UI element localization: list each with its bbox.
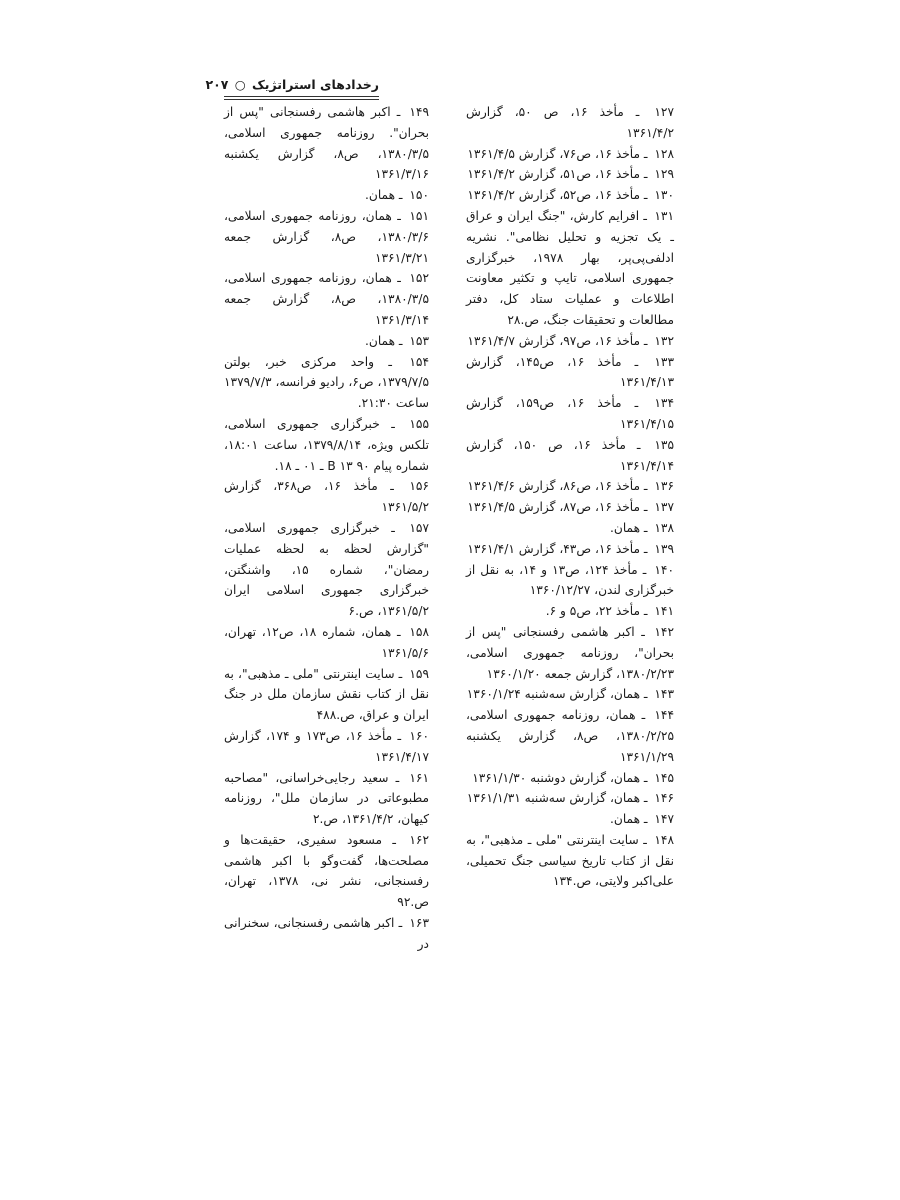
footnote-text: ـ همان، گزارش سه‌شنبه ۱۳۶۰/۱/۲۴ <box>466 687 648 702</box>
footnote-text: ـ اکبر هاشمی رفسنجانی، سخنرانی در <box>224 916 429 951</box>
footnote-text: ـ مأخذ ۱۶، ص ۱۵۰، گزارش ۱۳۶۱/۴/۱۴ <box>466 437 674 473</box>
footnote-number: ۱۵۹ <box>409 666 429 681</box>
footnote-number: ۱۳۰ <box>654 188 674 203</box>
running-header <box>205 74 379 96</box>
footnote-item <box>466 705 674 767</box>
footnote-text: ـ همان، گزارش دوشنبه ۱۳۶۱/۱/۳۰ <box>472 770 648 785</box>
footnote-number: ۱۳۳ <box>654 354 675 369</box>
footnote-item <box>224 185 429 206</box>
footnote-item <box>466 601 674 622</box>
footnote-item <box>466 206 674 331</box>
footnote-number: ۱۶۳ <box>409 916 429 931</box>
footnote-number: ۱۵۱ <box>409 208 429 223</box>
footnote-text: ـ خبرگزاری جمهوری اسلامی، تلکس ویژه، ۱۳۷۹/۸/۱۴، ساعت ۱۸:۰۱، شماره پیام B ۱۳ ۹۰ ـ ۰۱ ـ ۱۸. <box>224 416 429 473</box>
footnote-item <box>466 497 674 518</box>
footnote-number: ۱۲۹ <box>654 167 674 182</box>
footnote-text: ـ همان، روزنامه جمهوری اسلامی، ۱۳۸۰/۳/۶، ص۸، گزارش جمعه ۱۳۶۱/۳/۲۱ <box>224 208 429 265</box>
separator-circle-icon: ○ <box>234 77 246 92</box>
footnote-item <box>466 476 674 497</box>
footnote-item <box>224 768 429 830</box>
footnote-text: ـ سایت اینترنتی "ملی ـ مذهبی"، به نقل از کتاب نقش سازمان ملل در جنگ ایران و عراق، ص.۴۸۸ <box>224 666 429 723</box>
footnote-number: ۱۵۶ <box>409 479 430 494</box>
footnote-number: ۱۵۷ <box>409 520 430 535</box>
footnote-number: ۱۵۰ <box>409 188 429 203</box>
footnote-number: ۱۳۱ <box>654 208 674 223</box>
footnote-text: ـ مأخذ ۱۶، ص۷۶، گزارش ۱۳۶۱/۴/۵ <box>467 146 648 161</box>
footnote-text: ـ همان. <box>365 333 403 348</box>
footnote-item <box>466 393 674 435</box>
footnote-number: ۱۳۷ <box>654 500 674 515</box>
footnote-text: ـ مأخذ ۱۶، ص۱۵۹، گزارش ۱۳۶۱/۴/۱۵ <box>466 396 674 431</box>
footnote-number: ۱۴۲ <box>654 624 674 639</box>
footnote-item <box>224 352 429 414</box>
footnote-number: ۱۴۹ <box>409 105 429 119</box>
footnote-text: ـ مأخذ ۱۶، ص۵۱، گزارش ۱۳۶۱/۴/۲ <box>467 167 648 182</box>
footnote-text: ـ مأخذ ۲۲، ص۵ و ۶. <box>545 604 648 619</box>
footnote-item <box>466 331 674 352</box>
footnote-text: ـ واحد مرکزی خبر، بولتن ۱۳۷۹/۷/۵، ص۶، رادیو فرانسه، ۱۳۷۹/۷/۳ ساعت ۲۱:۳۰. <box>224 354 429 411</box>
footnote-item <box>224 622 429 664</box>
footnote-text: ـ همان، روزنامه جمهوری اسلامی، ۱۳۸۰/۳/۵، ص۸، گزارش جمعه ۱۳۶۱/۳/۱۴ <box>224 271 429 327</box>
footnote-item <box>224 476 429 518</box>
footnote-item <box>466 684 674 705</box>
footnote-number: ۱۴۴ <box>654 708 675 723</box>
footnote-item <box>224 726 429 768</box>
footnote-item <box>224 664 429 726</box>
footnote-item <box>224 414 429 476</box>
footnote-number: ۱۳۵ <box>654 437 674 452</box>
footnote-number: ۱۳۲ <box>654 333 674 348</box>
footnote-item <box>466 622 674 684</box>
footnote-text: ـ مأخذ ۱۶، ص۱۴۵، گزارش ۱۳۶۱/۴/۱۳ <box>466 354 674 390</box>
footnote-item <box>224 206 429 268</box>
footnote-text: ـ مأخذ ۱۶، ص۹۷، گزارش ۱۳۶۱/۴/۷ <box>467 333 648 348</box>
footnote-item <box>224 268 429 330</box>
footnote-number: ۱۲۷ <box>654 105 675 119</box>
header-rule-thin <box>224 99 379 100</box>
footnote-number: ۱۵۴ <box>409 354 429 369</box>
running-title: رخدادهای استراتژیک <box>252 77 379 92</box>
footnote-text: ـ افرایم کارش، "جنگ ایران و عراق ـ یک تجزیه و تحلیل نظامی". نشریه ادلفی‌پی‌پر، بهار ۱۹۷۸، خبرگزاری جمهوری اسلامی، تایپ و تکثیر معاونت اطلاعات و عملیات ستاد کل، دفتر مطالعات و تحقیقات جنگ، ص.۲۸ <box>466 208 674 327</box>
footnote-number: ۱۳۶ <box>654 479 674 494</box>
footnote-item <box>224 331 429 352</box>
footnote-number: ۱۵۸ <box>409 624 429 639</box>
footnote-number: ۱۶۱ <box>409 770 429 785</box>
footnote-text: ـ همان، روزنامه جمهوری اسلامی، ۱۳۸۰/۲/۲۵، ص۸، گزارش یکشنبه ۱۳۶۱/۱/۲۹ <box>466 708 674 764</box>
footnote-text: ـ خبرگزاری جمهوری اسلامی، "گزارش لحظه به لحظه عملیات رمضان"، شماره ۱۵، واشنگتن، خبرگزاری جمهوری اسلامی ایران ۱۳۶۱/۵/۲، ص.۶ <box>224 520 429 619</box>
footnote-item <box>466 164 674 185</box>
footnote-item <box>224 518 429 622</box>
footnote-text: ـ همان، گزارش سه‌شنبه ۱۳۶۱/۱/۳۱ <box>466 791 648 806</box>
footnote-number: ۱۵۳ <box>409 333 429 348</box>
footnote-text: ـ مأخذ ۱۶، ص ۵۰، گزارش ۱۳۶۱/۴/۲ <box>466 105 674 140</box>
footnote-text: ـ مأخذ ۱۶، ص۱۷۳ و ۱۷۴، گزارش ۱۳۶۱/۴/۱۷ <box>224 728 429 764</box>
footnote-text: ـ همان، شماره ۱۸، ص۱۲، تهران، ۱۳۶۱/۵/۶ <box>224 624 429 660</box>
footnote-text: ـ مأخذ ۱۶، ص۳۶۸، گزارش ۱۳۶۱/۵/۲ <box>224 479 429 515</box>
footnote-column-right <box>466 102 674 892</box>
footnote-item <box>466 518 674 539</box>
footnote-item <box>466 768 674 789</box>
footnote-number: ۱۶۰ <box>409 728 430 743</box>
footnote-item <box>466 352 674 394</box>
footnote-item <box>466 185 674 206</box>
footnote-text: ـ مسعود سفیری، حقیقت‌ها و مصلحت‌ها، گفت‌وگو با اکبر هاشمی رفسنجانی، نشر نی، ۱۳۷۸، تهران، ص.۹۲ <box>224 832 430 910</box>
footnote-text: ـ اکبر هاشمی رفسنجانی "پس از بحران". روزنامه جمهوری اسلامی، ۱۳۸۰/۳/۵، ص۸، گزارش یکشنبه ۱۳۶۱/۳/۱۶ <box>224 105 430 182</box>
footnote-number: ۱۵۲ <box>409 271 429 286</box>
footnote-number: ۱۴۷ <box>654 812 674 827</box>
footnote-item <box>224 102 429 185</box>
footnote-number: ۱۴۳ <box>654 687 674 702</box>
footnote-text: ـ مأخذ ۱۶، ص۵۲، گزارش ۱۳۶۱/۴/۲ <box>467 188 648 203</box>
footnote-item <box>466 435 674 477</box>
footnote-item <box>224 830 429 913</box>
footnote-item <box>466 144 674 165</box>
footnote-item <box>466 788 674 809</box>
footnote-text: ـ همان. <box>610 812 648 827</box>
footnote-number: ۱۵۵ <box>409 416 430 431</box>
footnote-number: ۱۳۹ <box>654 541 674 556</box>
footnote-item <box>466 539 674 560</box>
footnote-number: ۱۴۵ <box>654 770 674 785</box>
footnote-number: ۱۴۱ <box>654 604 674 619</box>
footnote-item <box>224 913 429 955</box>
header-rule <box>224 96 379 97</box>
footnote-number: ۱۳۴ <box>654 396 675 411</box>
footnote-number: ۱۴۰ <box>654 562 674 577</box>
footnote-column-left <box>224 102 429 955</box>
footnote-text: ـ مأخذ ۱۲۴، ص۱۳ و ۱۴، به نقل از خبرگزاری لندن، ۱۳۶۰/۱۲/۲۷ <box>466 562 674 598</box>
footnote-number: ۱۶۲ <box>409 832 430 847</box>
footnote-number: ۱۲۸ <box>654 146 674 161</box>
footnote-number: ۱۳۸ <box>654 520 674 535</box>
footnote-text: ـ همان. <box>610 520 648 535</box>
footnote-item <box>466 809 674 830</box>
page-number: ۲۰۷ <box>205 77 229 92</box>
footnote-item <box>466 102 674 144</box>
footnote-text: ـ مأخذ ۱۶، ص۸۶، گزارش ۱۳۶۱/۴/۶ <box>467 479 648 494</box>
footnote-text: ـ مأخذ ۱۶، ص۴۳، گزارش ۱۳۶۱/۴/۱ <box>467 541 648 556</box>
footnote-text: ـ سعید رجایی‌خراسانی، "مصاحبه مطبوعاتی در سازمان ملل"، روزنامه کیهان، ۱۳۶۱/۴/۲، ص.۲ <box>224 770 429 827</box>
footnote-number: ۱۴۶ <box>654 791 674 806</box>
footnote-number: ۱۴۸ <box>654 832 674 847</box>
footnote-text: ـ همان. <box>365 188 403 203</box>
footnote-item <box>466 560 674 602</box>
footnote-text: ـ سایت اینترنتی "ملی ـ مذهبی"، به نقل از کتاب تاریخ سیاسی جنگ تحمیلی، علی‌اکبر ولایتی، ص.۱۳۴ <box>466 832 674 889</box>
footnote-text: ـ مأخذ ۱۶، ص۸۷، گزارش ۱۳۶۱/۴/۵ <box>467 500 648 515</box>
footnote-item <box>466 830 674 892</box>
footnote-text: ـ اکبر هاشمی رفسنجانی "پس از بحران"، روزنامه جمهوری اسلامی، ۱۳۸۰/۲/۲۳، گزارش جمعه ۱۳۶۰/۱/۲۰ <box>466 624 674 681</box>
